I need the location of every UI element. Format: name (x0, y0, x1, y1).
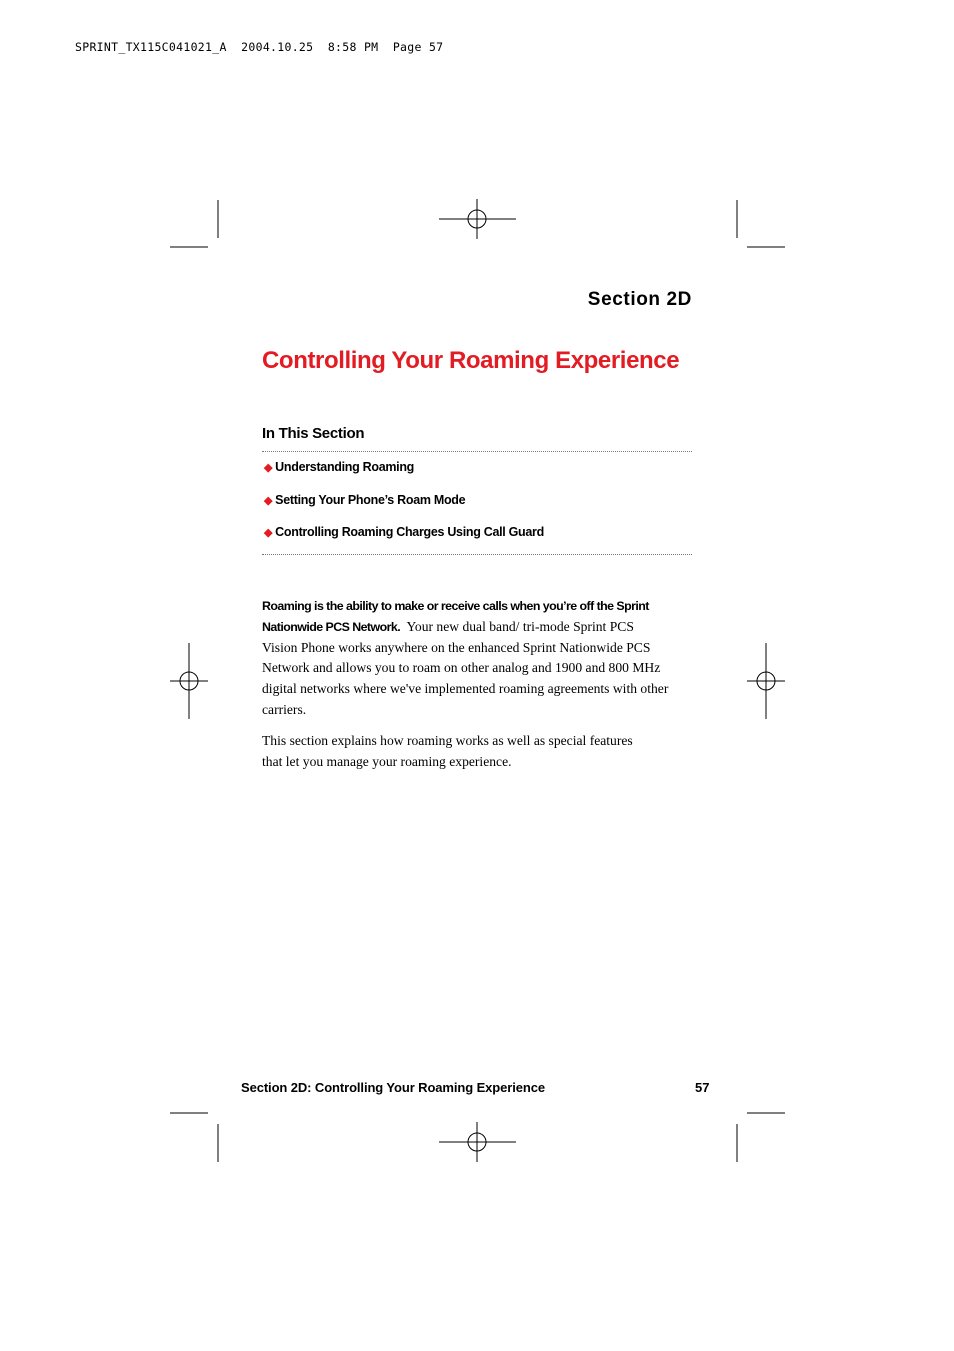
page-title: Controlling Your Roaming Experience (262, 347, 680, 374)
in-this-section-heading: In This Section (262, 425, 365, 442)
diamond-bullet-icon: ◆ (264, 527, 273, 539)
diamond-bullet-icon: ◆ (264, 462, 273, 474)
divider-bottom (262, 554, 692, 555)
registration-mark-right (747, 643, 785, 719)
footer-section-title: Section 2D: Controlling Your Roaming Experience (241, 1080, 545, 1095)
page-number: 57 (695, 1080, 710, 1095)
toc-item-label: Understanding Roaming (275, 460, 415, 474)
toc-item (264, 493, 465, 507)
toc-item-label: Controlling Roaming Charges Using Call Guard (275, 525, 544, 539)
registration-mark-left (170, 643, 208, 719)
toc-item-label: Setting Your Phone’s Roam Mode (275, 493, 466, 507)
registration-mark-bottom (439, 1122, 516, 1162)
paragraph-text: Your new dual band/ tri-mode Sprint PCS Vision Phone works anywhere on the enhanced Sprint Nationwide PCS Network and allows you to roam on other analog and 1900 and 800 MHz digital networks where we've implemented roaming agreements with other carriers. (262, 618, 669, 717)
slug-line: SPRINT_TX115C041021_A 2004.10.25 8:58 PM Page 57 (75, 40, 444, 54)
toc-item (264, 525, 544, 539)
lead-in-line-2: Nationwide PCS Network. (262, 619, 401, 634)
lead-in-line-1: Roaming is the ability to make or receive calls when you’re off the Sprint (262, 599, 649, 613)
toc-item (264, 460, 414, 474)
body-paragraph-1 (262, 596, 672, 721)
divider-top (262, 451, 692, 452)
diamond-bullet-icon: ◆ (264, 495, 273, 507)
section-label: Section 2D (587, 289, 692, 310)
body-paragraph-2: This section explains how roaming works as well as special features that let you manage your roaming experience. (262, 733, 633, 769)
registration-mark-top (439, 199, 516, 239)
